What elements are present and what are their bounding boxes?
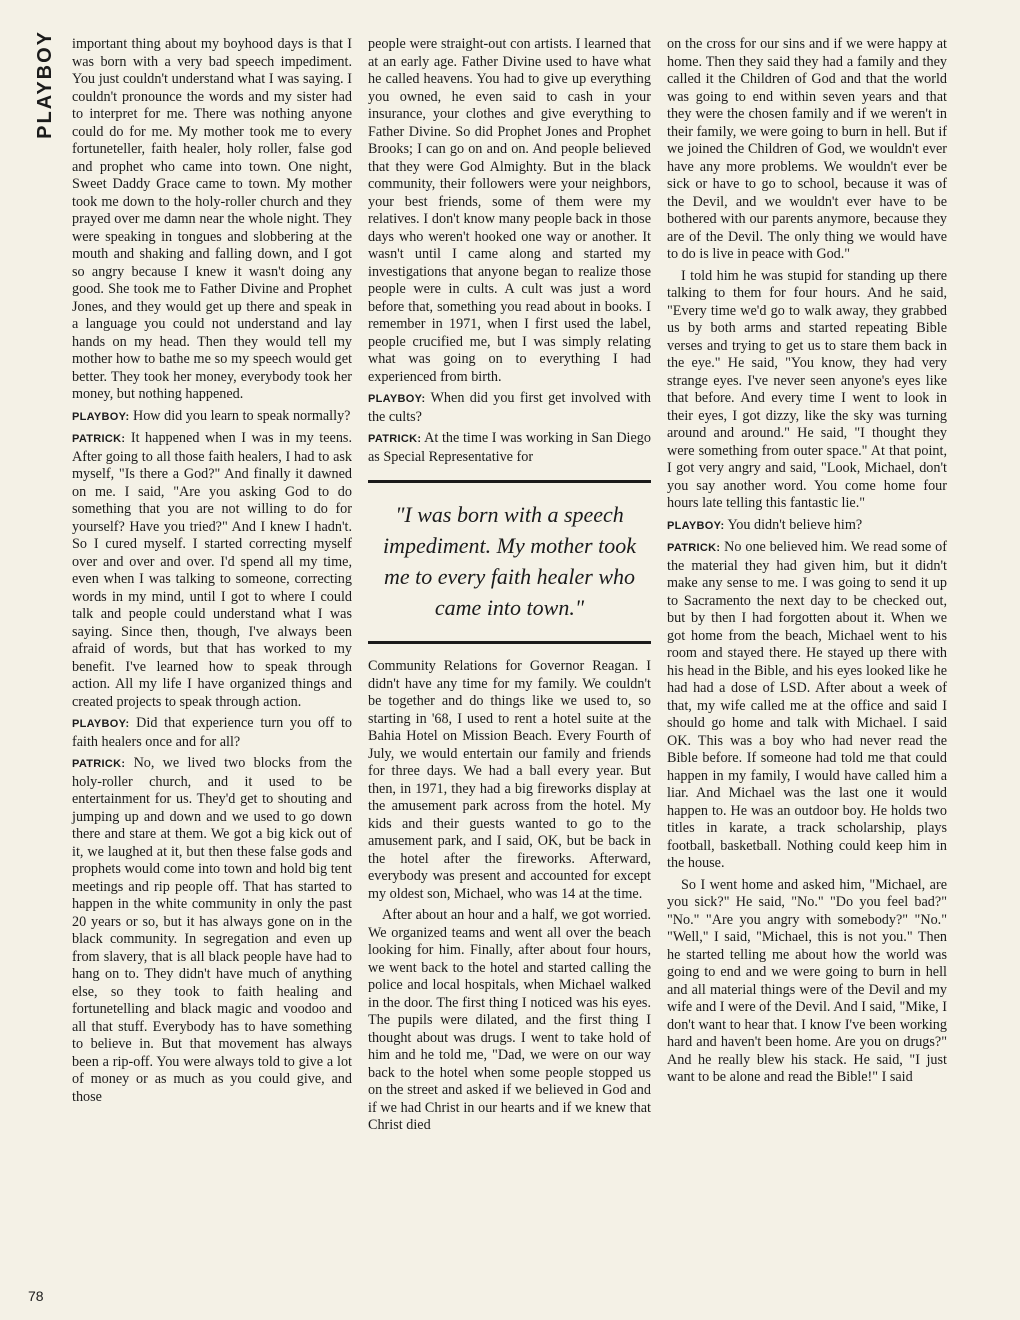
paragraph-text: So I went home and asked him, "Michael, are you sick?" He said, "No." "Do you feel bad?" "No." "Are you angry with somebody?" "No." "Well," I said, "Michael, this is not you." Then he started telling me about how the world was going to end and we were going to burn in hell and all material things were of the Devil and my wife and I were of the Devil. And I said, "Mike, I don't want to hear that. I know I've been working hard and haven't been home. Are you on drugs?" And he really blew his stack. He said, "I just want to be alone and read the Bible!" I said xyxy=(667,876,948,1085)
paragraph xyxy=(667,36,947,264)
column-1 xyxy=(72,36,352,1110)
paragraph-text: No, we lived two blocks from the holy-roller church, and it used to be entertainment for us. They'd get to shouting and jumping up and down and we used to go down there and stare at them. We got a big kick out of it, we laughed at it, but then these false gods and prophets would come into town and hold big tent meetings and rip people off. That has started to happen in the white community in only the past 20 years or so, but it has always gone on in the black community. In segregation and even up from slavery, that is all black people have had to hang on to. They didn't have much of anything else, so they took to faith healing and fortunetelling and black magic and voodoo and all that stuff. Everybody has to have something to believe in. But that movement has always been a rip-off. You were always told to give a lot of money or as much as you could give, and those xyxy=(72,755,352,1105)
paragraph xyxy=(368,430,651,466)
paragraph xyxy=(72,36,352,404)
paragraph-text: You didn't believe him? xyxy=(727,516,863,533)
paragraph-text: on the cross for our sins and if we were happy at home. Then they said they had a family and they called it the Children of God and that the world was going to end within seven years and that they were the chosen family and if we weren't in their family, we were going to burn in hell. But if we joined the Children of God, we wouldn't ever have any more problems. We wouldn't ever be sick or have to go to school, because it was of the Devil, and we wouldn't ever have to be bothered with our parents anymore, because they are of the Devil. The only thing we would have to do is live in peace with God." xyxy=(667,36,947,262)
paragraph xyxy=(72,430,352,711)
paragraph-text: important thing about my boyhood days is that I was born with a very bad speech impediment. You just couldn't understand what I was saying. I couldn't pronounce the words and my sister had to interpret for me. There was nothing anyone could do for me. My mother took me to every fortuneteller, faith healer, holy roller, false god and prophet who came into town. One night, Sweet Daddy Grace came to town. My mother took me down to the holy-roller church and they prayed over me damn near the whole night. They were speaking in tongues and slobbering at the mouth and shaking and falling down, and I got so angry because I knew it wasn't doing any good. She took me to Father Divine and Prophet Jones, and they would get up there and speak in a language you could not understand and lay hands on my head. Then they would tell my mother how to bathe me so my speech would get better. They took her money, everybody took her money, but nothing happened. xyxy=(72,36,352,402)
paragraph-text: At the time I was working in San Diego as Special Representative for xyxy=(368,430,651,465)
column-2 xyxy=(368,36,651,1139)
sidebar xyxy=(26,30,66,139)
paragraph-text: I told him he was stupid for standing up there talking to them for four hours. And he said, "Every time we'd go to walk away, they grabbed us by both arms and started repeating Bible verses and trying to get us to stare them back in the eye." He said, "You know, they had very strange eyes. I've never seen anyone's eyes like that before. And every time I went to look in their eyes, I got dizzy, like the sky was turning around and around." He said, "I thought they were something from outer space." At that point, I got very angry and said, "Look, Michael, don't you say another word. You come home four hours late telling this fantastic lie." xyxy=(667,267,947,511)
paragraph xyxy=(667,268,947,513)
paragraph-text: When did you first get involved with the cults? xyxy=(368,390,651,425)
paragraph xyxy=(72,755,352,1106)
paragraph-text: After about an hour and a half, we got worried. We organized teams and went all over the beach looking for him. Finally, after about four hours, we went back to the hotel and started calling the police and local hospitals, when Michael walked in the door. The first thing I noticed was his eyes. The pupils were dilated, and the first thing I thought about was drugs. I went to take hold of him and he told me, "Dad, we were on our way back to the hotel when some people stopped us on the street and asked if we believed in God and if we had Christ in our hearts and if we knew that Christ died xyxy=(368,907,651,1133)
speaker-label: PATRICK: xyxy=(667,542,721,554)
column-3 xyxy=(667,36,947,1091)
speaker-label: PLAYBOY: xyxy=(667,519,725,532)
paragraph xyxy=(72,408,352,427)
paragraph xyxy=(72,715,352,751)
paragraph-text: How did you learn to speak normally? xyxy=(132,407,351,424)
paragraph xyxy=(368,36,651,386)
paragraph xyxy=(368,390,651,426)
speaker-label: PATRICK: xyxy=(72,433,126,445)
paragraph xyxy=(667,539,947,873)
pull-quote: "I was born with a speech impediment. My mother took me to every faith healer who came into town." xyxy=(368,480,651,644)
speaker-label: PLAYBOY: xyxy=(72,410,130,423)
paragraph xyxy=(368,658,651,903)
paragraph xyxy=(667,877,947,1087)
paragraph-text: Did that experience turn you off to faith healers once and for all? xyxy=(72,715,352,750)
paragraph xyxy=(667,517,947,536)
paragraph-text: It happened when I was in my teens. After going to all those faith healers, I had to ask myself, "Is there a God?" And finally it dawned on me. I said, "Are you asking God to do something that you are not willing to do for yourself? Have you tried?" And I knew I hadn't. So I cured myself. I started correcting myself over and over and over. I'd spend all my time, even when I was talking to someone, correcting words in my mind, until I got to where I could talk and people could understand what I was saying. Since then, though, I've always been afraid of words, but that has worked to my benefit. I've learned how to speak through action. All my life I have organized things and created projects to speak through action. xyxy=(72,430,352,710)
paragraph-text: No one believed him. We read some of the material they had given him, but it didn't make any sense to me. I was going to send it up to Sacramento the next day to be checked out, but by then I had forgotten about it. When we got home from the beach, Michael went to his room and stayed there. He stayed up there with his head in the Bible, and his eyes looked like he had had a dose of LSD. After about a week of that, my wife called me at the office and said I should go home and talk with Michael. I said OK. This was a boy who had never read the Bible before. If someone had told me that could happen in my family, I would have called him a liar. And Michael was the last one it would happen to. He was an outdoor boy. He holds two titles in karate, a track scholarship, plays football, basketball. Nothing could keep him in the house. xyxy=(667,539,947,871)
magazine-logo: PLAYBOY xyxy=(34,30,56,139)
paragraph-text: people were straight-out con artists. I learned that at an early age. Father Divine used to have what he called heavens. You had to give up everything you owned, he even said to cash in your insurance, your clothes and give everything to Father Divine. So did Prophet Jones and Prophet Brooks; I can go on and on. And people believed that they were God Almighty. But in the black community, their followers were your neighbors, your best friends, some of them were my relatives. I don't know many people back in those days who weren't hooked one way or another. It wasn't until I came along and started my investigations that anyone began to realize those people were in cults. A cult was just a word before that, something you read about in books. I remember in 1971, when I first used the label, people crucified me, but I was simply relating what was going on to everything I had experienced from birth. xyxy=(368,36,651,385)
paragraph xyxy=(368,907,651,1135)
speaker-label: PATRICK: xyxy=(368,433,422,445)
speaker-label: PLAYBOY: xyxy=(368,393,426,405)
paragraph-text: Community Relations for Governor Reagan. I didn't have any time for my family. We couldn't be together and do things like we used to, so starting in '68, I used to rent a hotel suite at the Bahia Hotel on Mission Beach. Every Fourth of July, we would entertain our family and friends for three days. We had a ball every year. But then, in 1971, they had a big fireworks display at the amusement park across from the hotel. My kids and their guests wanted to go to the amusement park, and I said, OK, but be back in the hotel after the fireworks. Afterward, everybody was present and accounted for except my oldest son, Michael, who was 14 at the time. xyxy=(368,658,651,902)
page-number: 78 xyxy=(28,1288,44,1304)
speaker-label: PATRICK: xyxy=(72,758,126,770)
speaker-label: PLAYBOY: xyxy=(72,718,130,730)
